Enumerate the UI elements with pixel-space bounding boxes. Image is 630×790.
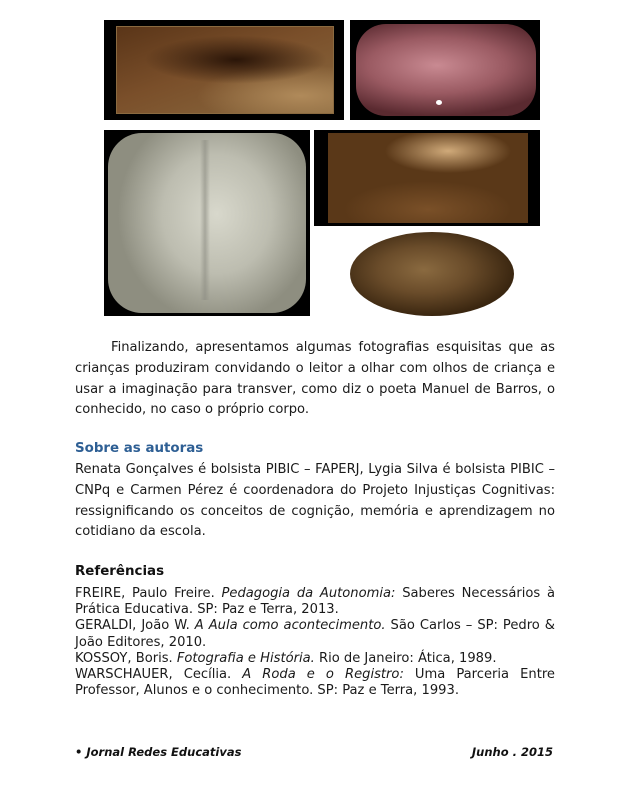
- footer-journal-name: • Jornal Redes Educativas: [75, 745, 242, 759]
- authors-paragraph: Renata Gonçalves é bolsista PIBIC – FAPERJ, Lygia Silva é bolsista PIBIC – CNPq e Carmen Pérez é coordenadora do Projeto Injustiças Cognitivas: ressignificando os conceitos de cognição, memória e aprendizagem no cotidiano da escola.: [75, 462, 555, 540]
- reference-item: KOSSOY, Boris. Fotografia e História. Rio de Janeiro: Ática, 1989.: [75, 650, 497, 666]
- pink-blob-photo: [350, 20, 540, 120]
- references-list: [75, 586, 555, 699]
- pale-back-photo: [104, 130, 310, 316]
- brown-shape-photo: [314, 130, 540, 226]
- skin-closeup-photo: [104, 20, 344, 120]
- reference-item: FREIRE, Paulo Freire. Pedagogia da Autonomia: Saberes Necessários à Prática Educativa. SP: Paz e Terra, 2013.: [75, 586, 556, 618]
- intro-paragraph: Finalizando, apresentamos algumas fotografias esquisitas que as crianças produziram convidando o leitor a olhar com olhos de criança e usar a imaginação para transver, como diz o poeta Manuel de Barros, o conhecido, no caso o próprio corpo.: [75, 340, 555, 418]
- reference-item: WARSCHAUER, Cecília. A Roda e o Registro: Uma Parceria Entre Professor, Alunos e o conhecimento. SP: Paz e Terra, 1993.: [75, 667, 555, 699]
- authors-heading: Sobre as autoras: [75, 441, 204, 456]
- references-heading: Referências: [75, 564, 165, 579]
- footer-date: Junho . 2015: [471, 745, 553, 759]
- oval-photo: [350, 232, 514, 316]
- reference-item: GERALDI, João W. A Aula como acontecimento. São Carlos – SP: Pedro & João Editores, 2010.: [75, 618, 556, 650]
